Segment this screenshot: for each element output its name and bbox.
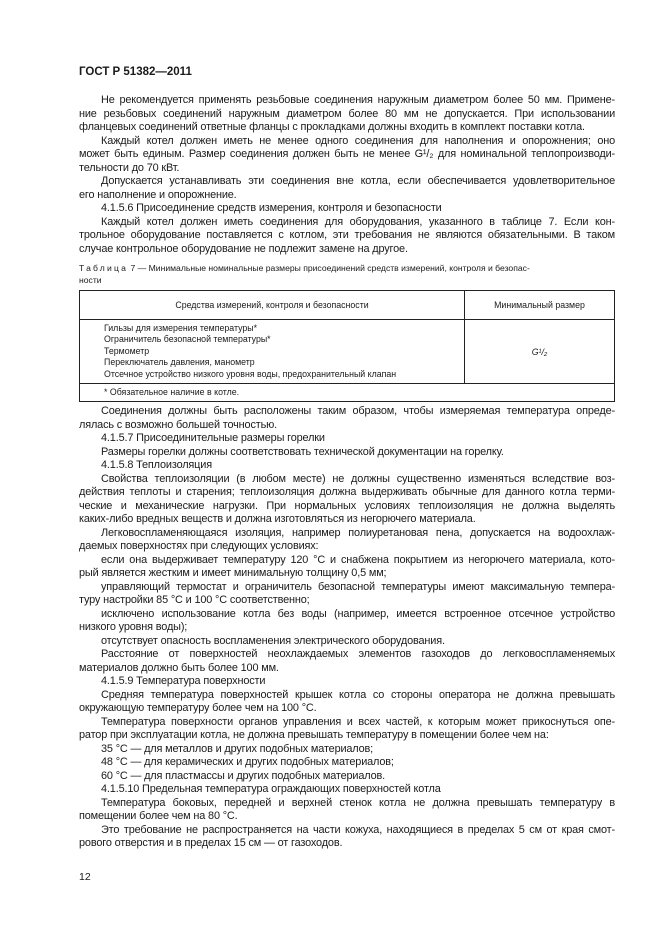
paragraph-line: тельности до 70 кВт. xyxy=(79,161,180,174)
equipment-item: Отсечное устройство низкого уровня воды, предохранительный клапан xyxy=(104,368,397,379)
paragraph-line: лялась с возможно большей точностью. xyxy=(79,418,277,431)
table-caption-text: 7 — Минимальные номинальные размеры присоединений средств измерений, контроля и безопас- xyxy=(128,263,530,273)
paragraph-line: случае контрольное оборудование не подлежит замене на другое. xyxy=(79,242,408,255)
paragraph-line: Средняя температура поверхностей крышек котла со стороны оператора не должна превышать xyxy=(101,688,615,701)
paragraph-line: ратор при эксплуатации котла, не должна превышать температуру в помещении более чем на: xyxy=(79,729,549,741)
table-7 xyxy=(79,290,615,402)
equipment-item: Термометр xyxy=(104,345,150,356)
paragraph-line: 48 °C — для керамических и других подобных материалов; xyxy=(101,756,394,768)
paragraph-line: 4.1.5.7 Присоединительные размеры горелки xyxy=(101,432,325,444)
paragraph-line: Каждый котел должен иметь не менее одного соединения для наполнения и опорожнения; оно xyxy=(101,134,615,147)
paragraph-line: фланцевых соединений ответные фланцы с прокладками должны входить в комплект поставки котла. xyxy=(79,121,585,133)
equipment-item: Гильзы для измерения температуры* xyxy=(104,323,258,333)
paragraph-line: Легковоспламеняющаяся изоляция, например полиуретановая пена, допускается на водоохлаж- xyxy=(101,526,615,539)
paragraph-line: Размеры горелки должны соответствовать технической документации на горелку. xyxy=(101,445,504,458)
table-caption xyxy=(79,262,615,286)
paragraph-line: Допускается устанавливать эти соединения вне котла, если обеспечивается удовлетворительное xyxy=(101,175,615,187)
paragraph-line: 60 °C — для пластмассы и других подобных материалов. xyxy=(101,769,385,782)
paragraph-line: управляющий термостат и ограничитель безопасной температуры имеют максимальную темпера- xyxy=(101,580,615,593)
column-header-means: Средства измерений, контроля и безопасности xyxy=(80,291,465,320)
paragraph-line: каких-либо вредных веществ и должна изготовляться из негорючего материала. xyxy=(79,513,476,525)
paragraph-line: Температура боковых, передней и верхней стенок котла не должна превышать температуру в xyxy=(101,796,615,809)
paragraph-line: 4.1.5.6 Присоединение средств измерения, контроля и безопасности xyxy=(101,202,442,214)
equipment-item: Переключатель давления, манометр xyxy=(104,357,255,368)
paragraph-line: Не рекомендуется применять резьбовые соединения наружным диаметром более 50 мм. Примене- xyxy=(101,94,615,106)
equipment-item: Ограничитель безопасной температуры* xyxy=(104,334,271,345)
paragraph-line: 35 °C — для металлов и других подобных материалов; xyxy=(101,742,374,755)
table-caption-continuation: ности xyxy=(79,275,102,285)
paragraph-line: рый является жестким и имеет минимальную толщину 0,5 мм; xyxy=(79,567,387,579)
paragraph-line: 4.1.5.10 Предельная температура ограждающих поверхностей котла xyxy=(101,783,441,795)
paragraph-line: окружающую температуру более чем на 100 °C. xyxy=(79,702,317,714)
table-caption-label: Таблица xyxy=(79,263,129,273)
paragraph-line: туру настройки 85 °C и 100 °C соответственно; xyxy=(79,594,310,606)
column-header-size: Минимальный размер xyxy=(465,291,615,320)
equipment-list xyxy=(80,320,465,384)
paragraph-line: действия теплоты и старения; теплоизоляция должна выдерживать обычные для данного котла терми- xyxy=(79,486,615,498)
paragraph-line: ние резьбовых соединений наружным диаметром более 80 мм не допускается. При использовании xyxy=(79,107,615,120)
table-footnote: * Обязательное наличие в котле. xyxy=(80,384,615,402)
paragraph-line: низкого уровня воды); xyxy=(79,621,188,633)
paragraph-line: Это требование не распространяется на части кожуха, находящиеся в пределах 5 см от края смот- xyxy=(101,823,615,836)
paragraph-line: трольное оборудование поставляется с котлом, эти требования не являются обязательными. В таком xyxy=(79,229,615,241)
section-text-1 xyxy=(79,94,615,256)
paragraph-line: 4.1.5.8 Теплоизоляция xyxy=(101,459,212,471)
document-header: ГОСТ Р 51382—2011 xyxy=(79,66,192,78)
paragraph-line: исключено использование котла без воды (например, имеется встроенное отсечное устройство xyxy=(101,607,615,620)
paragraph-line: ческие и механические нагрузки. При нормальных условиях теплоизоляция не должна выделять xyxy=(79,499,615,512)
section-text-2 xyxy=(79,405,615,851)
paragraph-line: помещении более чем на 80 °C. xyxy=(79,810,238,822)
paragraph-line: Соединения должны быть расположены таким образом, чтобы измеряемая температура опреде- xyxy=(101,405,615,417)
paragraph-line: отсутствует опасность воспламенения электрического оборудования. xyxy=(101,634,445,647)
paragraph-line: Каждый котел должен иметь соединения для оборудования, указанного в таблице 7. Если кон- xyxy=(101,215,615,228)
paragraph-line: может быть единым. Размер соединения должен быть не менее G¹/₂ для номинальной теплопроизводи- xyxy=(79,148,615,160)
paragraph-line: если она выдерживает температуру 120 °C и снабжена покрытием из негорючего материала, кото- xyxy=(101,553,615,566)
size-value: G¹/₂ xyxy=(465,320,615,384)
paragraph-line: Расстояние от поверхностей неохлаждаемых элементов газоходов до легковоспламеняемых xyxy=(101,648,615,660)
paragraph-line: 4.1.5.9 Температура поверхности xyxy=(101,675,266,687)
paragraph-line: рового отверстия и в пределах 15 см — от газоходов. xyxy=(79,837,343,849)
paragraph-line: Температура поверхности органов управления и всех частей, к которым может прикоснуться опе- xyxy=(101,715,615,728)
paragraph-line: его наполнение и опорожнение. xyxy=(79,188,237,201)
paragraph-line: даемых поверхностях при следующих условиях: xyxy=(79,540,319,552)
paragraph-line: материалов должно быть более 100 мм. xyxy=(79,661,279,674)
page-number: 12 xyxy=(79,871,91,883)
paragraph-line: Свойства теплоизоляции (в любом месте) не должны существенно изменяться вследствие воз- xyxy=(101,472,615,485)
